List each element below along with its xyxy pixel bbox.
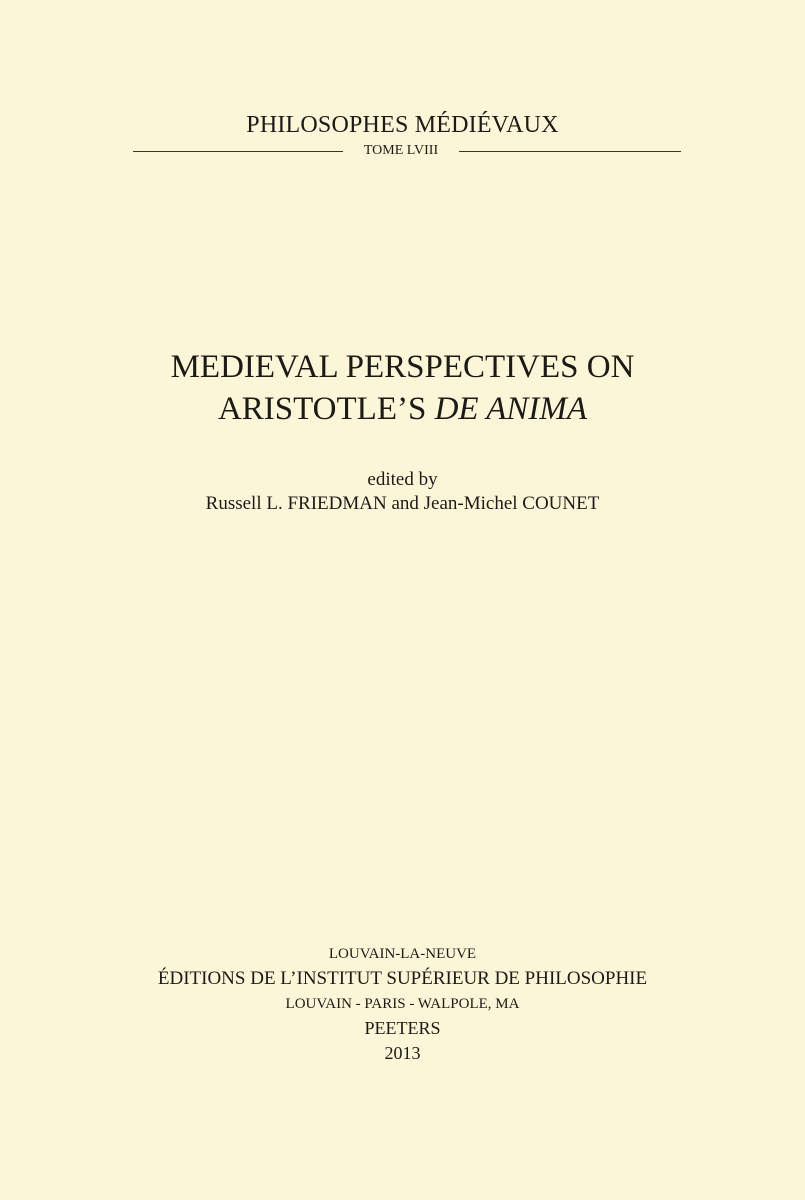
- tome-number: TOME LVIII: [363, 143, 439, 158]
- title-line-2-italic: DE ANIMA: [434, 391, 588, 427]
- publisher-institute: ÉDITIONS DE L’INSTITUT SUPÉRIEUR DE PHILOSOPHIE: [157, 968, 648, 989]
- publisher-name: PEETERS: [364, 1018, 441, 1038]
- book-title: [0, 346, 805, 430]
- left-rule-divider: [133, 151, 343, 152]
- right-rule-divider: [459, 151, 681, 152]
- publisher-block: [0, 942, 805, 1066]
- title-line-2-prefix: ARISTOTLE’S: [217, 391, 435, 427]
- tome-rule-row: [133, 142, 681, 160]
- series-title: PHILOSOPHES MÉDIÉVAUX: [246, 112, 559, 138]
- publisher-place-2: LOUVAIN - PARIS - WALPOLE, MA: [285, 996, 520, 1012]
- editor-names: Russell L. FRIEDMAN and Jean-Michel COUNET: [205, 493, 600, 514]
- title-line-1: MEDIEVAL PERSPECTIVES ON: [170, 349, 635, 385]
- title-line-2: [0, 388, 805, 430]
- publisher-place-1: LOUVAIN-LA-NEUVE: [328, 946, 477, 962]
- publication-year: 2013: [384, 1043, 421, 1063]
- edited-by-label: edited by: [367, 469, 438, 490]
